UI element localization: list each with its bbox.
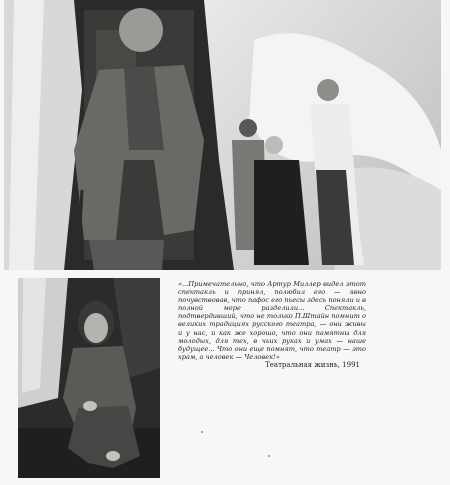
- stage-photo: [4, 0, 441, 270]
- review-quote: «...Примечательно, что Артур Миллер видел этот спектакль и принял, полюбил его — явно почувствовав, что пафос его пьесы здесь поняли и в полной мере разделили... Спектакль, подтвердивший, что не только П.Штайн помнит о великих традициях русского театра, — они живы и у нас, и как же хорошо, что они памятны для молодых, для тех, в чьих руках и умах — наше будущее... Что они еще помнят, что театр — это храм, а человек — Человек!»: [178, 280, 366, 361]
- quote-block: [178, 280, 366, 370]
- stage-scene-image: [4, 0, 441, 270]
- actress-image: [18, 278, 160, 478]
- actress-photo: [18, 278, 160, 478]
- quote-source: Театральная жизнь, 1991: [265, 360, 360, 369]
- print-speck: [268, 455, 270, 457]
- print-speck: [201, 431, 203, 433]
